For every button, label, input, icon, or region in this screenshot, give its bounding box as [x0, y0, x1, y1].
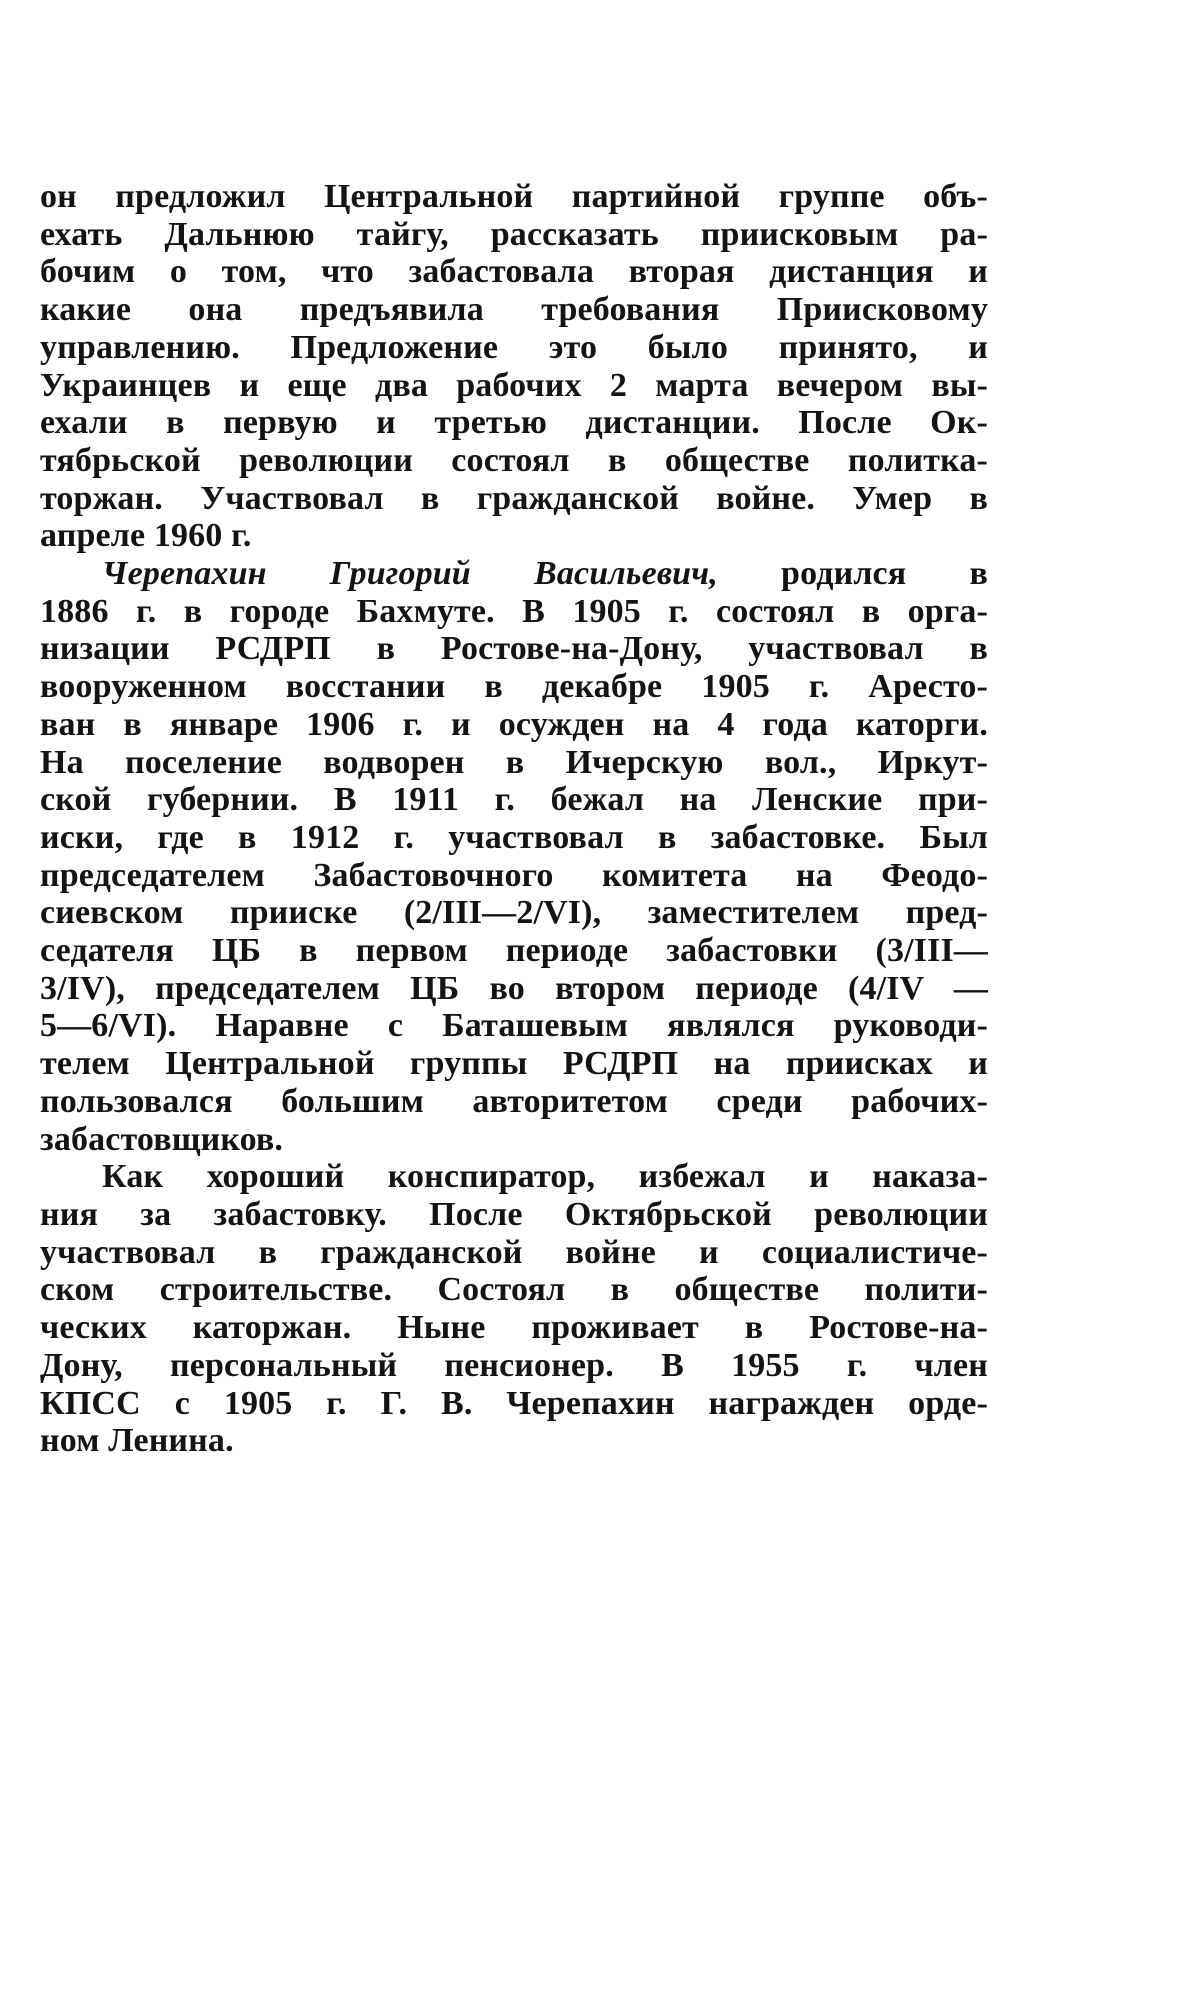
text-line: ехали в первую и третью дистанции. После Ок-: [40, 404, 988, 442]
text-line: апреле 1960 г.: [40, 517, 252, 555]
text-line: 3/IV), председателем ЦБ во втором периоде (4/IV —: [40, 969, 988, 1007]
person-name: Черепахин Григорий Васильевич,: [102, 555, 718, 593]
text-line: ском строительстве. Состоял в обществе полити-: [40, 1271, 988, 1309]
text-line: тябрьской революции состоял в обществе политка-: [40, 441, 988, 479]
text-line: телем Центральной группы РСДРП на приисках и: [40, 1045, 988, 1083]
paragraph-later-life: [40, 1158, 988, 1460]
text-line: ехать Дальнюю тайгу, рассказать приисковым ра-: [40, 215, 988, 253]
paragraph-ukraintsev-ending: [40, 178, 988, 555]
text-line: Как хороший конспиратор, избежал и наказа-: [102, 1158, 988, 1196]
text-line: вооруженном восстании в декабре 1905 г. Аресто-: [40, 668, 988, 706]
text-line: забастовщиков.: [40, 1120, 284, 1158]
text-line: 1886 г. в городе Бахмуте. В 1905 г. состоял в орга-: [40, 592, 988, 630]
text-line: сиевском прииске (2/III—2/VI), заместителем пред-: [40, 894, 988, 932]
text-fragment: родился в: [717, 555, 988, 593]
text-line: 5—6/VI). Наравне с Баташевым являлся руководи-: [40, 1007, 988, 1045]
text-line: председателем Забастовочного комитета на Феодо-: [40, 856, 988, 894]
text-line: ван в январе 1906 г. и осужден на 4 года каторги.: [40, 705, 988, 743]
text-line: На поселение водворен в Ичерскую вол., Иркут-: [40, 743, 988, 781]
text-line: иски, где в 1912 г. участвовал в забастовке. Был: [40, 818, 988, 856]
text-line: торжан. Участвовал в гражданской войне. Умер в: [40, 479, 988, 517]
text-line-with-name: [40, 555, 988, 593]
paragraph-cherepakhin-biography: [40, 555, 988, 1158]
text-line: низации РСДРП в Ростове-на-Дону, участвовал в: [40, 630, 988, 668]
body-text: [40, 178, 988, 1460]
text-line: участвовал в гражданской войне и социалистиче-: [40, 1233, 988, 1271]
text-line: КПСС с 1905 г. Г. В. Черепахин награжден орде-: [40, 1384, 988, 1422]
text-line: ном Ленина.: [40, 1422, 234, 1460]
text-line: управлению. Предложение это было принято, и: [40, 328, 988, 366]
text-line: ния за забастовку. После Октябрьской революции: [40, 1195, 988, 1233]
text-line: ческих каторжан. Ныне проживает в Ростове-на-: [40, 1309, 988, 1347]
text-line: бочим о том, что забастовала вторая дистанция и: [40, 253, 988, 291]
text-line: Украинцев и еще два рабочих 2 марта вечером вы-: [40, 366, 988, 404]
text-line: пользовался большим авторитетом среди рабочих-: [40, 1082, 988, 1120]
text-line: седателя ЦБ в первом периоде забастовки (3/III—: [40, 932, 988, 970]
text-line: он предложил Центральной партийной группе объ-: [40, 178, 988, 215]
text-line: какие она предъявила требования Приисковому: [40, 291, 988, 329]
text-line: Дону, персональный пенсионер. В 1955 г. член: [40, 1346, 988, 1384]
text-line: ской губернии. В 1911 г. бежал на Ленские при-: [40, 781, 988, 819]
